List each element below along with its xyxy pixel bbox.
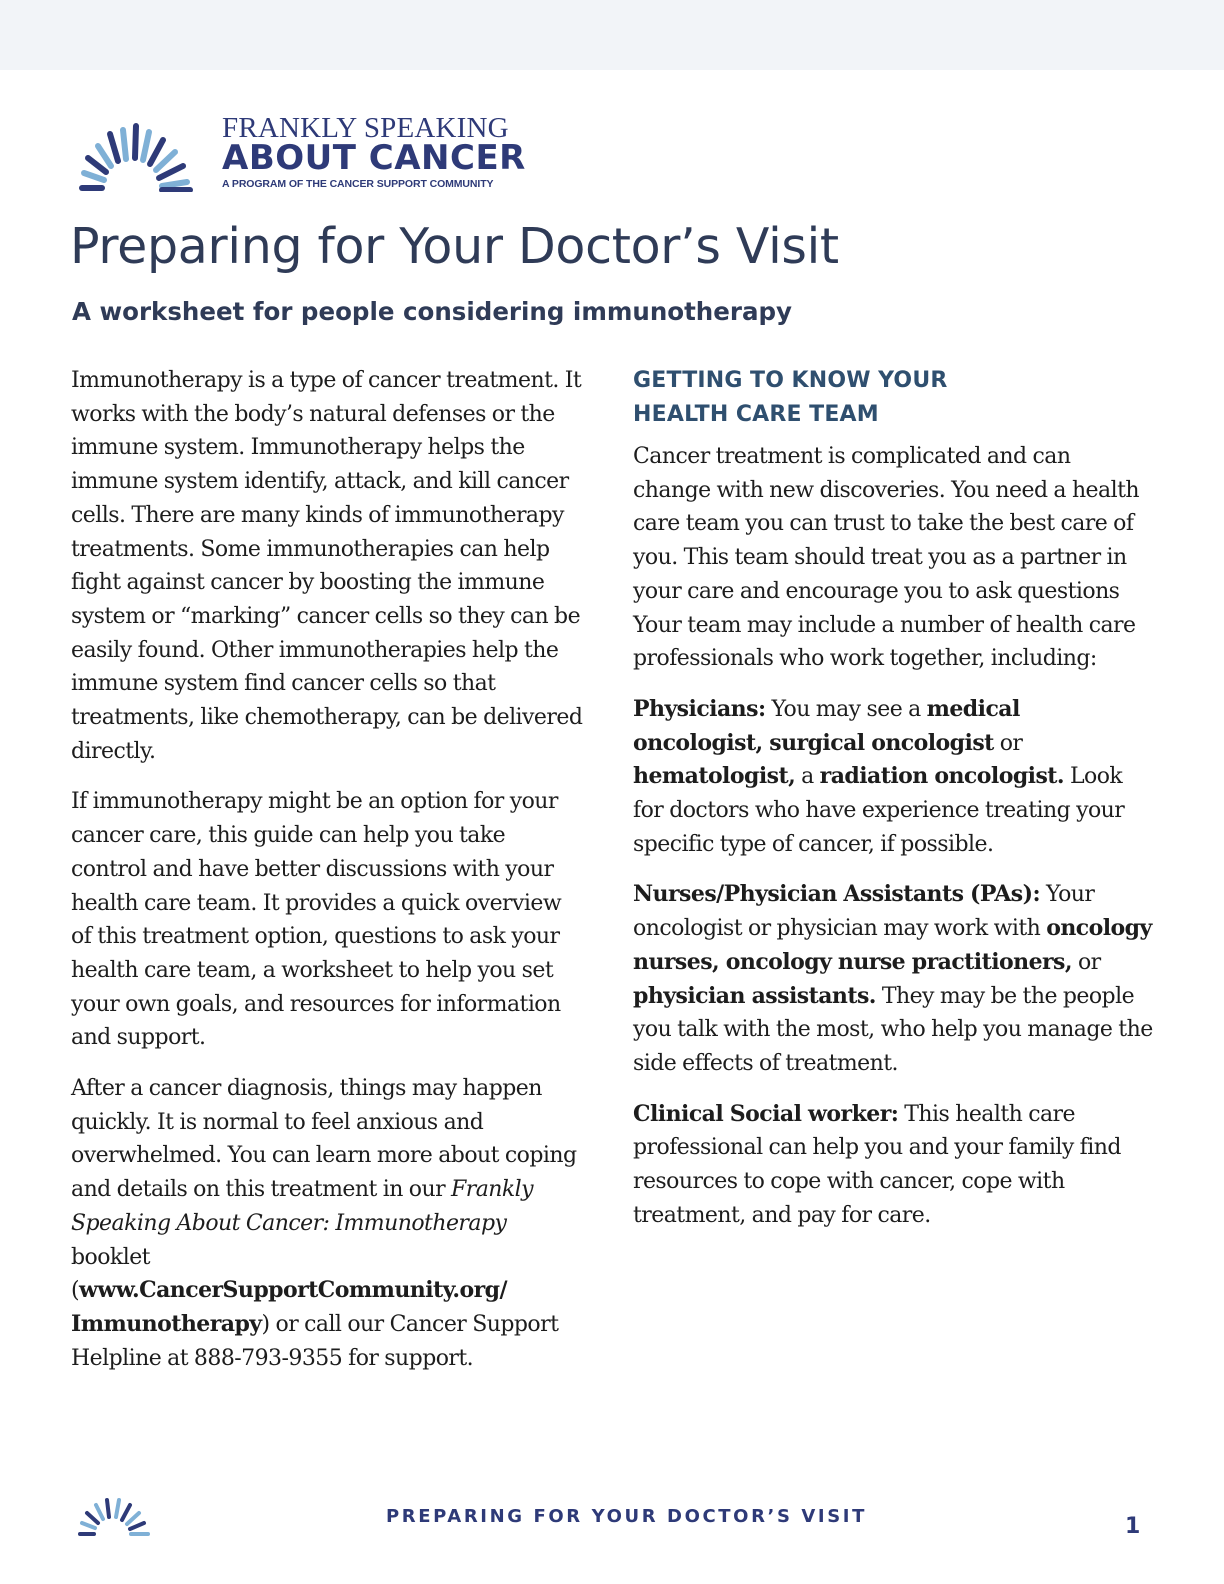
page-title: Preparing for Your Doctor’s Visit [70,218,839,275]
coping-text-3: ) or call our Cancer Support Helpline at 888-793-9355 for support. [71,1311,559,1371]
nurses-text-3: They may be the people you talk with the most, who help you manage the side effects of treatment. [633,983,1153,1076]
nurses-bold-2: physician assistants. [633,982,876,1009]
physicians-paragraph [633,693,1153,862]
nurses-paragraph [633,878,1153,1080]
logo-line-frankly-speaking: FRANKLY SPEAKING [222,112,509,144]
sunburst-logo-icon [72,112,222,192]
footer-logo [72,1492,162,1542]
section-heading-line-1: GETTING TO KNOW YOUR [633,368,948,393]
guide-paragraph: If immunotherapy might be an option for your cancer care, this guide can help you take control and have better discussions with your health care team. It provides a quick overview of this treatment option, questions to ask your health care team, a worksheet to help you set your own goals, and resources for information and support. [71,789,562,1051]
page-number: 1 [1125,1514,1141,1539]
booklet-title: Frankly Speaking About Cancer: Immunotherapy [71,1177,534,1236]
social-worker-paragraph [633,1098,1153,1233]
physicians-text-1: You may see a [765,696,927,722]
social-worker-text: This health care professional can help you and your family find resources to cope with cancer, cope with treatment, and pay for care. [633,1101,1121,1228]
physicians-text-2: or [993,730,1023,756]
nurses-text-2: or [1072,949,1101,975]
coping-paragraph [71,1072,583,1375]
nurses-label: Nurses/Physician Assistants (PAs): [633,881,1041,908]
right-column [633,364,1153,1249]
intro-paragraph: Immunotherapy is a type of cancer treatment. It works with the body’s natural defenses or the immune system. Immunotherapy helps the immune system identify, attack, and kill cancer cells. There are many kinds of immunotherapy treatments. Some immunotherapies can help fight against cancer by boosting the immune system or “marking” cancer cells so they can be easily found. Other immunotherapies help the immune system find cancer cells so that treatments, like chemotherapy, can be delivered directly. [71,368,583,764]
physicians-bold-3: radiation oncologist. [819,763,1065,790]
page-subtitle: A worksheet for people considering immunotherapy [72,297,792,326]
section-heading-line-2: HEALTH CARE TEAM [633,402,879,427]
physicians-label: Physicians: [633,695,766,722]
section-heading [633,364,1153,432]
physicians-bold-1: medical oncologist, surgical oncologist [633,695,1020,756]
logo [72,112,542,192]
logo-line-about-cancer: ABOUT CANCER [222,138,526,178]
physicians-text-3: a [795,764,820,790]
physicians-bold-2: hematologist, [633,763,796,790]
nurses-bold-1: oncology nurses, oncology nurse practitioners, [633,915,1152,975]
footer-title: PREPARING FOR YOUR DOCTOR’S VISIT [386,1506,867,1527]
left-column [71,364,583,1392]
footer-sunburst-icon [72,1492,162,1538]
nurses-text-1: Your oncologist or physician may work with [633,882,1095,942]
logo-tagline: A PROGRAM OF THE CANCER SUPPORT COMMUNITY [222,178,494,190]
social-worker-label: Clinical Social worker: [633,1100,899,1127]
booklet-link[interactable]: www.CancerSupportCommunity.org/ Immunotherapy [71,1277,507,1337]
top-band [0,0,1224,70]
coping-text-2: booklet ( [71,1244,150,1304]
coping-text-1: After a cancer diagnosis, things may happen quickly. It is normal to feel anxious and overwhelmed. You can learn more about coping and details on this treatment in our [71,1076,577,1203]
physicians-text-4: Look for doctors who have experience treating your specific type of cancer, if possible. [633,764,1125,857]
team-intro-paragraph: Cancer treatment is complicated and can change with new discoveries. You need a health care team you can trust to take the best care of you. This team should treat you as a partner in your care and encourage you to ask questions Your team may include a number of health care professionals who work together, including: [633,444,1139,672]
